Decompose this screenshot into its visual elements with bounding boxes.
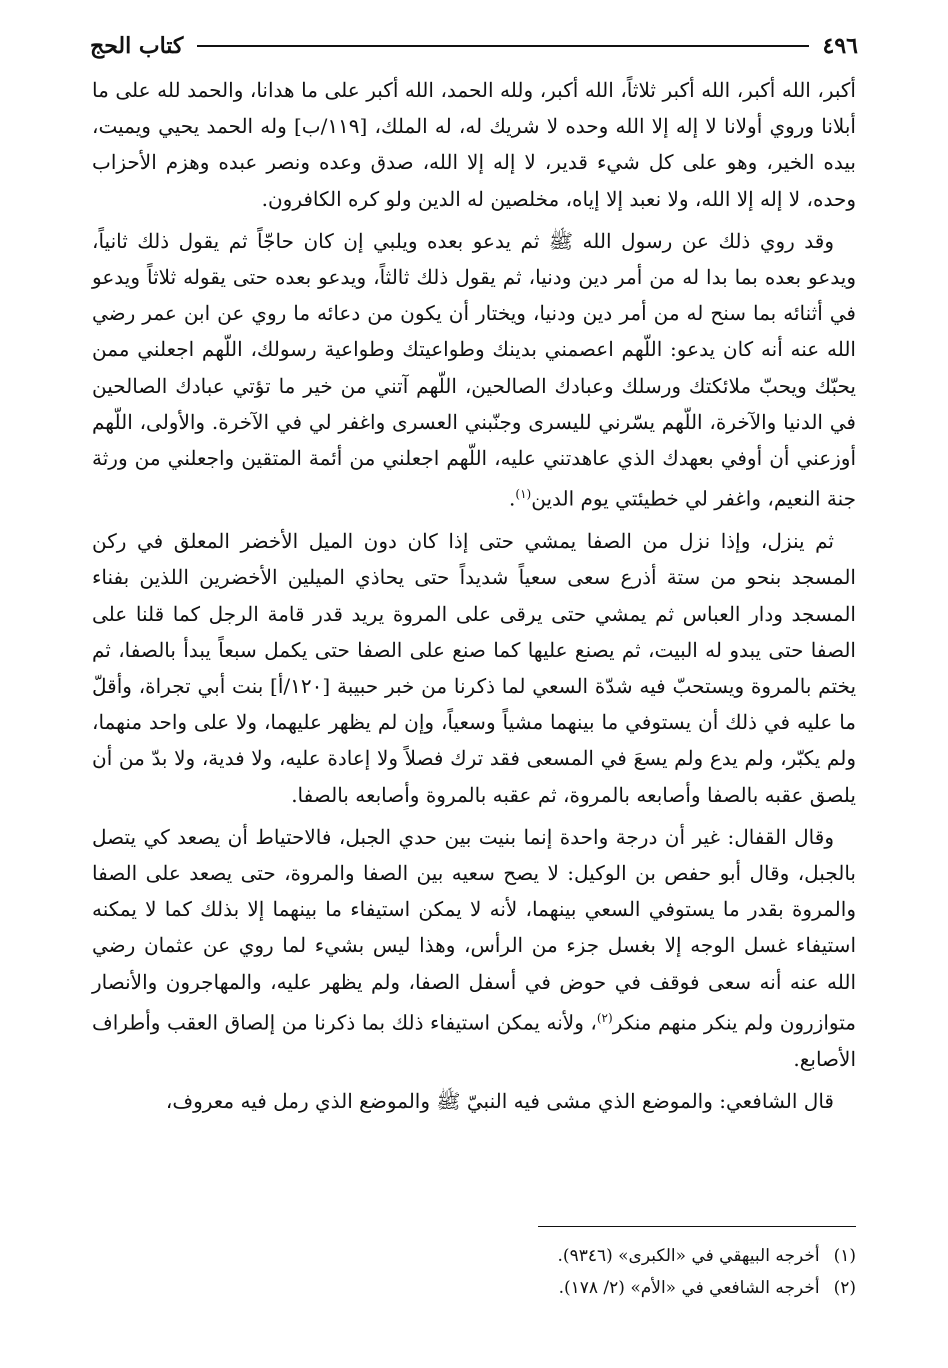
book-title: كتاب الحج xyxy=(90,33,184,59)
footnote-text: أخرجه الشافعي في «الأم» (٢/ ١٧٨). xyxy=(558,1278,820,1298)
page-number: ٤٩٦ xyxy=(822,33,858,59)
footnote-ref[interactable]: (١) xyxy=(515,487,532,502)
paragraph-text: وقال القفال: غير أن درجة واحدة إنما بنيت بين حدي الجبل، فالاحتياط أن يصعد كي يتصل بالجبل، وقال أبو حفص بن الوكيل: لا يصح سعيه بين الصفا والمروة، حتى يصعد على الصفا والمروة بقدر ما يستوفي السعي بينهما، لأنه لا يمكن استيفاء ما بينهما إلا بذلك كما لا يمكنه استيفاء غسل الوجه إلا بغسل جزء من الرأس، وهذا ليس بشيء لما روي عن عثمان رضي الله عنه أنه سعى فوقف في حوض في أسفل الصفا، ولم يظهر عليه، والمهاجرون والأنصار متوازرون ولم ينكر منهم منكر xyxy=(92,824,856,1035)
paragraph-tail: ، ولأنه يمكن استيفاء ذلك بما ذكرنا من إلصاق العقب وأطراف الأصابع. xyxy=(92,1010,856,1071)
footnote-number: (١) xyxy=(833,1246,856,1266)
paragraph-3 xyxy=(92,523,856,813)
paragraph-text: قال الشافعي: والموضع الذي مشى فيه النبيّ ﷺ والموضع الذي رمل فيه معروف، xyxy=(165,1088,834,1113)
footnotes xyxy=(92,1240,856,1304)
paragraph-text: ثم ينزل، وإذا نزل من الصفا يمشي حتى إذا كان دون الميل الأخضر المعلق في ركن المسجد بنحو من ستة أذرع سعى سعياً شديداً حتى يحاذي الميلين الأخضرين اللذين بفناء المسجد ودار العباس ثم يمشي حتى يرقى على المروة يريد قدر قامة الرجل كما قلنا على الصفا حتى يبدو له البيت، ثم يصنع عليها كما صنع على الصفا حتى يكمل سبعاً يبدأ بالصفا، ثم يختم بالمروة ويستحبّ فيه شدّة السعي لما ذكرنا من خبر حبيبة [١٢٠/أ] بنت أبي تجراة، وأقلّ ما عليه في ذلك أن يستوفي ما بينهما مشياً وسعياً، وإن لم يظهر عليهما، ولا على واحد منهما، ولم يكبّر، ولم يدع ولم يسعَ في المسعى فقد ترك فصلاً ولا إعادة عليه، ولا فدية، ولا بدّ من أن يلصق عقبه بالصفا وأصابعه بالمروة، ثم عقبه بالمروة وأصابعه بالصفا. xyxy=(92,529,857,807)
footnote-number: (٢) xyxy=(833,1278,856,1298)
paragraph-tail: . xyxy=(509,486,516,511)
page-header xyxy=(90,30,858,62)
paragraph-4 xyxy=(92,819,856,1077)
footnote-ref[interactable]: (٢) xyxy=(596,1010,613,1025)
paragraph-1 xyxy=(92,72,856,217)
footnote-text: أخرجه البيهقي في «الكبرى» (٩٣٤٦). xyxy=(557,1246,820,1266)
footnote-1 xyxy=(92,1240,856,1272)
footnote-2 xyxy=(92,1272,856,1304)
paragraph-text: أكبر، الله أكبر، الله أكبر ثلاثاً، الله أكبر، ولله الحمد، الله أكبر على ما هدانا، والحمد لله على ما أبلانا وروي أولانا لا إله إلا الله وحده لا شريك له، له الملك، [١١٩/ب] وله الحمد يحيي ويميت، بيده الخير، وهو على كل شيء قدير، لا إله إلا الله، صدق وعده ونصر عبده وهزم الأحزاب وحده، لا إله إلا الله، ولا نعبد إلا إياه، مخلصين له الدين ولو كره الكافرون. xyxy=(92,78,856,211)
paragraph-text: وقد روي ذلك عن رسول الله ﷺ ثم يدعو بعده ويلبي إن كان حاجّاً ثم يقول ذلك ثانياً، ويدعو بعده بما بدا له من أمر دين ودنيا، ثم يقول ذلك ثالثاً، ويدعو بعده حتى يقوله ثلاثاً ويدعو في أثنائه بما سنح له من أمر دين ودنيا، ويختار أن يكون من دعائه ما روي عن ابن عمر رضي الله عنه أنه كان يدعو: اللّهم اعصمني بدينك وطواعيتك وطواعية رسولك، اللّهم اجعلني ممن يحبّك ويحبّ ملائكتك ورسلك وعبادك الصالحين، اللّهم آتني من خير ما تؤتي عبادك الصالحين في الدنيا والآخرة، اللّهم يسّرني لليسرى وجنّبني العسرى واغفر لي في الآخرة. والأولى، اللّهم أوزعني أن أوفي بعهدك الذي عاهدتني عليه، اللّهم اجعلني من أئمة المتقين واجعلني من ورثة جنة النعيم، واغفر لي خطيئتي يوم الدين xyxy=(92,228,856,511)
footnote-separator xyxy=(538,1226,856,1227)
header-rule xyxy=(197,45,808,47)
main-text xyxy=(92,72,856,1125)
paragraph-2 xyxy=(92,223,856,517)
paragraph-5 xyxy=(92,1083,856,1119)
